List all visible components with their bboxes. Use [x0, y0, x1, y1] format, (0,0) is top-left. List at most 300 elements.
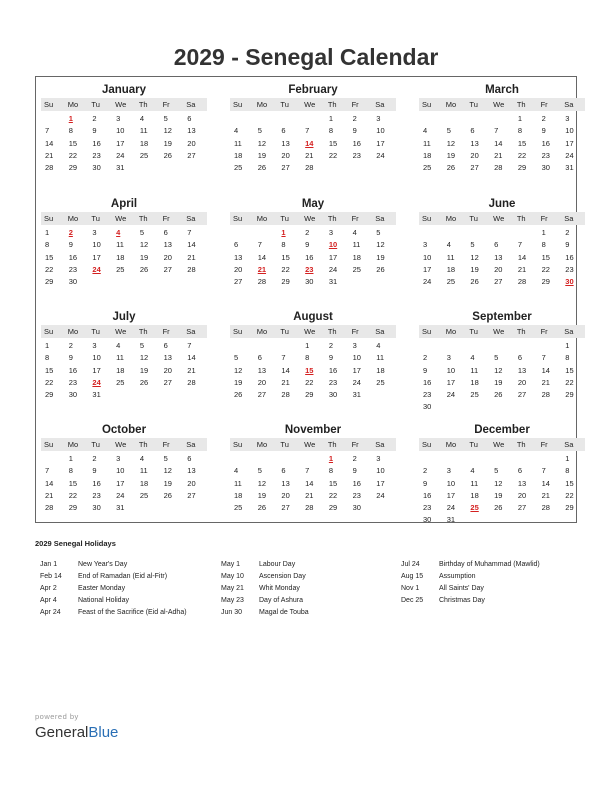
- day-cell: 19: [257, 490, 267, 500]
- weekday-label: Th: [327, 440, 337, 449]
- weekday-label: We: [304, 440, 316, 449]
- holiday-day: 14: [305, 138, 314, 148]
- day-cell: 12: [234, 365, 243, 375]
- holiday-date: Feb 14: [40, 573, 62, 580]
- brand-logo[interactable]: [35, 724, 118, 741]
- weekday-label: Sa: [375, 214, 385, 223]
- weekday-label: Mo: [445, 100, 457, 109]
- day-cell: 11: [116, 353, 124, 363]
- day-cell: 26: [470, 277, 479, 287]
- day-cell: 10: [116, 466, 125, 476]
- holiday-row: [401, 595, 540, 607]
- weekday-label: Tu: [280, 440, 289, 449]
- empty-cell: [230, 340, 254, 352]
- day-cell: 11: [423, 138, 431, 148]
- day-cell: 17: [446, 490, 456, 500]
- empty-cell: [538, 340, 562, 352]
- month-september: [419, 310, 585, 414]
- day-cell: 7: [305, 126, 310, 136]
- month-name: July: [112, 311, 136, 323]
- day-cell: 16: [423, 377, 432, 387]
- weekday-label: We: [304, 100, 316, 109]
- day-cell: 3: [116, 454, 121, 463]
- day-cell: 10: [565, 126, 574, 136]
- holiday-row: [401, 583, 540, 595]
- day-cell: 29: [517, 163, 527, 173]
- day-cell: 21: [517, 264, 527, 274]
- empty-cell: [230, 227, 254, 239]
- empty-cell: [443, 340, 467, 352]
- weekday-header: [230, 438, 396, 451]
- day-cell: 26: [139, 264, 149, 274]
- holiday-column: [401, 559, 540, 607]
- day-cell: 22: [565, 377, 574, 387]
- day-cell: 21: [45, 490, 54, 500]
- day-cell: 17: [376, 478, 385, 488]
- holiday-date: Jun 30: [221, 609, 243, 616]
- month-july: [41, 310, 207, 401]
- day-cell: 16: [68, 365, 78, 375]
- day-cell: 17: [92, 365, 101, 375]
- holiday-date: Nov 1: [401, 585, 420, 592]
- weekday-label: Su: [422, 440, 432, 449]
- holiday-day: 1: [281, 228, 286, 237]
- day-cell: 17: [352, 365, 361, 375]
- month-name: April: [110, 198, 138, 210]
- weekday-label: Th: [138, 327, 148, 336]
- day-cell: 4: [470, 466, 475, 476]
- weekday-header: [419, 438, 585, 451]
- empty-cell: [230, 113, 254, 125]
- weekday-label: Mo: [67, 100, 79, 109]
- day-cell: 25: [376, 377, 385, 387]
- weekday-header: [230, 212, 396, 225]
- day-cell: 5: [257, 466, 262, 476]
- day-cell: 23: [68, 264, 78, 274]
- weekday-header: [230, 325, 396, 338]
- month-august: [230, 310, 396, 401]
- day-cell: 26: [257, 503, 267, 513]
- day-cell: 11: [470, 365, 479, 375]
- day-cell: 1: [565, 341, 570, 350]
- day-cell: 23: [352, 490, 361, 500]
- month-name: March: [485, 84, 519, 96]
- day-cell: 2: [423, 466, 428, 476]
- empty-cell: [419, 227, 443, 239]
- day-grid: [230, 113, 396, 174]
- day-cell: 21: [281, 377, 290, 387]
- day-cell: 5: [163, 114, 168, 123]
- day-cell: 15: [541, 252, 550, 262]
- day-cell: 11: [352, 240, 361, 250]
- weekday-header: [41, 325, 207, 338]
- day-cell: 25: [234, 503, 243, 513]
- day-cell: 22: [517, 150, 527, 160]
- holiday-date: Jul 24: [401, 561, 420, 568]
- day-cell: 26: [234, 390, 243, 400]
- day-grid: [419, 113, 585, 174]
- holiday-name: Assumption: [439, 573, 476, 580]
- day-cell: 14: [517, 252, 527, 262]
- holiday-date: May 23: [221, 597, 244, 604]
- day-cell: 19: [139, 365, 149, 375]
- day-cell: 8: [541, 240, 546, 250]
- month-name: June: [488, 198, 516, 210]
- day-cell: 4: [139, 114, 145, 123]
- day-cell: 12: [139, 353, 149, 363]
- weekday-label: Sa: [186, 214, 196, 223]
- day-cell: 21: [541, 377, 550, 387]
- weekday-label: Mo: [67, 440, 79, 449]
- holiday-name: All Saints' Day: [439, 585, 484, 592]
- weekday-header: [419, 212, 585, 225]
- day-cell: 14: [541, 478, 550, 488]
- day-cell: 15: [68, 138, 78, 148]
- day-cell: 10: [423, 252, 432, 262]
- day-cell: 7: [517, 240, 523, 250]
- weekday-label: Mo: [256, 440, 268, 449]
- day-cell: 19: [139, 252, 149, 262]
- empty-cell: [538, 453, 562, 465]
- empty-cell: [490, 113, 514, 125]
- day-cell: 13: [470, 138, 479, 148]
- day-grid: [41, 227, 207, 288]
- weekday-label: Mo: [67, 327, 79, 336]
- day-cell: 31: [565, 163, 574, 173]
- weekday-label: We: [493, 327, 505, 336]
- day-cell: 10: [376, 466, 385, 476]
- day-cell: 5: [376, 228, 381, 237]
- empty-cell: [277, 113, 301, 125]
- month-name: October: [101, 424, 147, 436]
- weekday-label: Fr: [351, 327, 359, 336]
- day-cell: 28: [305, 163, 314, 173]
- weekday-label: We: [115, 440, 127, 449]
- weekday-label: Th: [516, 327, 526, 336]
- day-cell: 2: [328, 341, 334, 350]
- footer: [35, 712, 118, 741]
- day-cell: 31: [446, 515, 456, 525]
- day-cell: 27: [281, 503, 290, 513]
- empty-cell: [254, 340, 278, 352]
- holiday-date: Apr 24: [40, 609, 61, 616]
- day-cell: 13: [257, 365, 267, 375]
- day-cell: 23: [565, 264, 574, 274]
- day-cell: 5: [139, 341, 145, 350]
- weekday-label: Tu: [469, 100, 478, 109]
- day-cell: 8: [328, 466, 334, 476]
- weekday-label: Th: [138, 440, 148, 449]
- day-cell: 4: [423, 126, 428, 136]
- day-cell: 19: [163, 138, 172, 148]
- day-cell: 18: [139, 478, 149, 488]
- day-cell: 27: [163, 377, 172, 387]
- day-cell: 28: [541, 390, 550, 400]
- empty-cell: [301, 453, 325, 465]
- weekday-header: [419, 98, 585, 111]
- weekday-label: Su: [44, 100, 54, 109]
- month-january: [41, 83, 207, 174]
- holiday-name: End of Ramadan (Eid al-Fitr): [78, 573, 168, 580]
- empty-cell: [254, 227, 278, 239]
- day-cell: 2: [423, 353, 428, 363]
- day-cell: 7: [187, 228, 192, 237]
- day-cell: 23: [423, 503, 432, 513]
- day-cell: 5: [470, 240, 475, 250]
- day-cell: 15: [328, 478, 338, 488]
- day-cell: 28: [541, 503, 550, 513]
- day-cell: 13: [281, 138, 290, 148]
- day-cell: 7: [305, 466, 310, 476]
- weekday-label: Sa: [564, 327, 574, 336]
- holiday-date: May 21: [221, 585, 244, 592]
- day-cell: 21: [494, 150, 503, 160]
- day-cell: 19: [494, 377, 503, 387]
- day-cell: 16: [423, 490, 432, 500]
- day-cell: 10: [446, 365, 456, 375]
- weekday-label: Tu: [91, 214, 100, 223]
- day-cell: 6: [517, 466, 523, 476]
- day-cell: 10: [352, 353, 361, 363]
- day-cell: 12: [494, 365, 503, 375]
- day-cell: 7: [281, 353, 286, 363]
- weekday-label: We: [493, 440, 505, 449]
- day-cell: 22: [45, 264, 54, 274]
- holiday-day: 23: [305, 264, 314, 274]
- empty-cell: [277, 340, 301, 352]
- day-cell: 19: [446, 150, 456, 160]
- day-cell: 8: [328, 126, 334, 136]
- day-cell: 5: [234, 353, 239, 363]
- day-cell: 22: [281, 264, 290, 274]
- weekday-label: Sa: [375, 100, 385, 109]
- weekday-label: Sa: [564, 214, 574, 223]
- day-cell: 17: [423, 264, 432, 274]
- month-name: February: [288, 84, 338, 96]
- day-cell: 27: [187, 150, 196, 160]
- day-cell: 9: [541, 126, 546, 136]
- day-cell: 12: [257, 138, 267, 148]
- day-cell: 17: [446, 377, 456, 387]
- holiday-row: [221, 595, 309, 607]
- day-cell: 22: [68, 490, 78, 500]
- day-cell: 18: [234, 490, 243, 500]
- day-cell: 8: [565, 353, 570, 363]
- month-may: [230, 197, 396, 288]
- weekday-label: Th: [327, 100, 337, 109]
- day-cell: 14: [257, 252, 267, 262]
- day-cell: 9: [565, 240, 570, 250]
- day-cell: 22: [541, 264, 550, 274]
- weekday-label: Sa: [186, 327, 196, 336]
- day-cell: 16: [352, 138, 361, 148]
- day-cell: 14: [45, 478, 54, 488]
- day-cell: 21: [187, 365, 196, 375]
- empty-cell: [490, 227, 514, 239]
- day-cell: 4: [139, 454, 145, 463]
- day-grid: [230, 340, 396, 401]
- day-cell: 13: [187, 126, 196, 136]
- weekday-label: Tu: [469, 327, 478, 336]
- weekday-label: Mo: [67, 214, 79, 223]
- empty-cell: [466, 113, 490, 125]
- day-cell: 18: [423, 150, 432, 160]
- day-cell: 13: [187, 466, 196, 476]
- day-cell: 22: [45, 377, 54, 387]
- day-cell: 18: [352, 252, 361, 262]
- day-cell: 3: [446, 466, 451, 476]
- day-cell: 12: [163, 126, 172, 136]
- day-cell: 25: [234, 163, 243, 173]
- day-cell: 10: [92, 240, 101, 250]
- day-cell: 4: [376, 341, 381, 350]
- day-cell: 11: [446, 252, 455, 262]
- day-cell: 27: [257, 390, 267, 400]
- day-cell: 3: [376, 114, 381, 123]
- day-cell: 26: [494, 503, 503, 513]
- holiday-date: Apr 4: [40, 597, 57, 604]
- weekday-header: [41, 98, 207, 111]
- brand-name-blue: Blue: [88, 724, 119, 741]
- weekday-label: Tu: [91, 327, 100, 336]
- weekday-label: Sa: [564, 440, 574, 449]
- day-cell: 20: [163, 252, 172, 262]
- weekday-label: Tu: [280, 214, 289, 223]
- day-cell: 20: [187, 478, 196, 488]
- empty-cell: [419, 453, 443, 465]
- day-cell: 17: [328, 252, 338, 262]
- day-cell: 11: [139, 126, 148, 136]
- day-cell: 9: [92, 466, 97, 476]
- day-cell: 3: [92, 341, 97, 350]
- day-cell: 17: [116, 478, 125, 488]
- day-cell: 6: [163, 341, 168, 350]
- day-cell: 8: [565, 466, 570, 476]
- day-cell: 1: [45, 341, 50, 350]
- day-cell: 22: [328, 150, 338, 160]
- day-cell: 13: [234, 252, 243, 262]
- day-cell: 30: [68, 277, 78, 287]
- day-cell: 3: [328, 228, 334, 237]
- day-cell: 14: [541, 365, 550, 375]
- day-cell: 6: [187, 454, 192, 463]
- weekday-label: Fr: [540, 100, 548, 109]
- day-cell: 30: [541, 163, 550, 173]
- day-cell: 27: [187, 490, 196, 500]
- day-cell: 29: [45, 277, 54, 287]
- holiday-row: [40, 607, 187, 619]
- day-cell: 30: [423, 515, 432, 525]
- month-november: [230, 423, 396, 514]
- month-name: January: [101, 84, 147, 96]
- weekday-label: Th: [138, 100, 148, 109]
- day-cell: 26: [163, 490, 172, 500]
- day-cell: 15: [68, 478, 78, 488]
- day-cell: 3: [352, 341, 357, 350]
- holiday-name: Birthday of Muhammad (Mawlid): [439, 561, 540, 568]
- empty-cell: [277, 453, 301, 465]
- weekday-label: Tu: [280, 327, 289, 336]
- holiday-date: Apr 2: [40, 585, 57, 592]
- day-cell: 25: [139, 150, 149, 160]
- day-cell: 21: [541, 490, 550, 500]
- day-cell: 27: [517, 503, 527, 513]
- day-cell: 18: [470, 377, 479, 387]
- month-june: [419, 197, 585, 288]
- day-cell: 31: [92, 390, 101, 400]
- holiday-column: [221, 559, 309, 619]
- day-cell: 25: [470, 390, 479, 400]
- day-cell: 4: [352, 228, 357, 237]
- day-grid: [230, 227, 396, 288]
- day-cell: 25: [423, 163, 432, 173]
- empty-cell: [254, 453, 278, 465]
- day-cell: 7: [187, 341, 192, 350]
- day-cell: 27: [470, 163, 479, 173]
- day-cell: 20: [281, 150, 290, 160]
- day-cell: 11: [116, 240, 124, 250]
- day-cell: 28: [45, 503, 54, 513]
- day-cell: 23: [92, 490, 101, 500]
- weekday-label: Sa: [564, 100, 574, 109]
- month-name: May: [301, 198, 325, 210]
- day-cell: 1: [541, 228, 546, 237]
- day-cell: 12: [494, 478, 503, 488]
- day-cell: 6: [470, 126, 475, 136]
- day-cell: 14: [281, 365, 290, 375]
- day-cell: 6: [281, 466, 286, 476]
- holiday-day: 2: [68, 228, 73, 237]
- weekday-label: Th: [516, 214, 526, 223]
- empty-cell: [490, 453, 514, 465]
- empty-cell: [466, 227, 490, 239]
- day-cell: 6: [187, 114, 192, 123]
- day-cell: 24: [116, 150, 125, 160]
- empty-cell: [41, 453, 65, 465]
- holidays-heading: 2029 Senegal Holidays: [35, 539, 116, 548]
- day-cell: 29: [68, 503, 78, 513]
- holiday-row: [221, 559, 309, 571]
- day-cell: 5: [257, 126, 262, 136]
- day-cell: 5: [163, 454, 168, 463]
- weekday-label: Fr: [162, 100, 170, 109]
- day-cell: 15: [328, 138, 338, 148]
- day-cell: 9: [423, 365, 428, 375]
- day-cell: 18: [470, 490, 479, 500]
- day-grid: [419, 227, 585, 288]
- weekday-label: We: [304, 214, 316, 223]
- day-cell: 12: [163, 466, 172, 476]
- holiday-name: Ascension Day: [259, 573, 306, 580]
- day-cell: 13: [281, 478, 290, 488]
- weekday-label: Th: [327, 214, 337, 223]
- day-cell: 1: [565, 454, 570, 463]
- weekday-label: Fr: [351, 214, 359, 223]
- day-cell: 24: [376, 150, 385, 160]
- day-cell: 26: [139, 377, 149, 387]
- day-cell: 12: [139, 240, 149, 250]
- empty-cell: [514, 453, 538, 465]
- holiday-day: 15: [305, 365, 314, 375]
- powered-by-text: powered by: [35, 712, 79, 721]
- day-cell: 19: [163, 478, 172, 488]
- day-cell: 28: [187, 264, 196, 274]
- day-cell: 29: [305, 390, 314, 400]
- day-cell: 2: [92, 454, 97, 463]
- day-cell: 23: [68, 377, 78, 387]
- weekday-label: Su: [233, 100, 243, 109]
- day-grid: [230, 453, 396, 514]
